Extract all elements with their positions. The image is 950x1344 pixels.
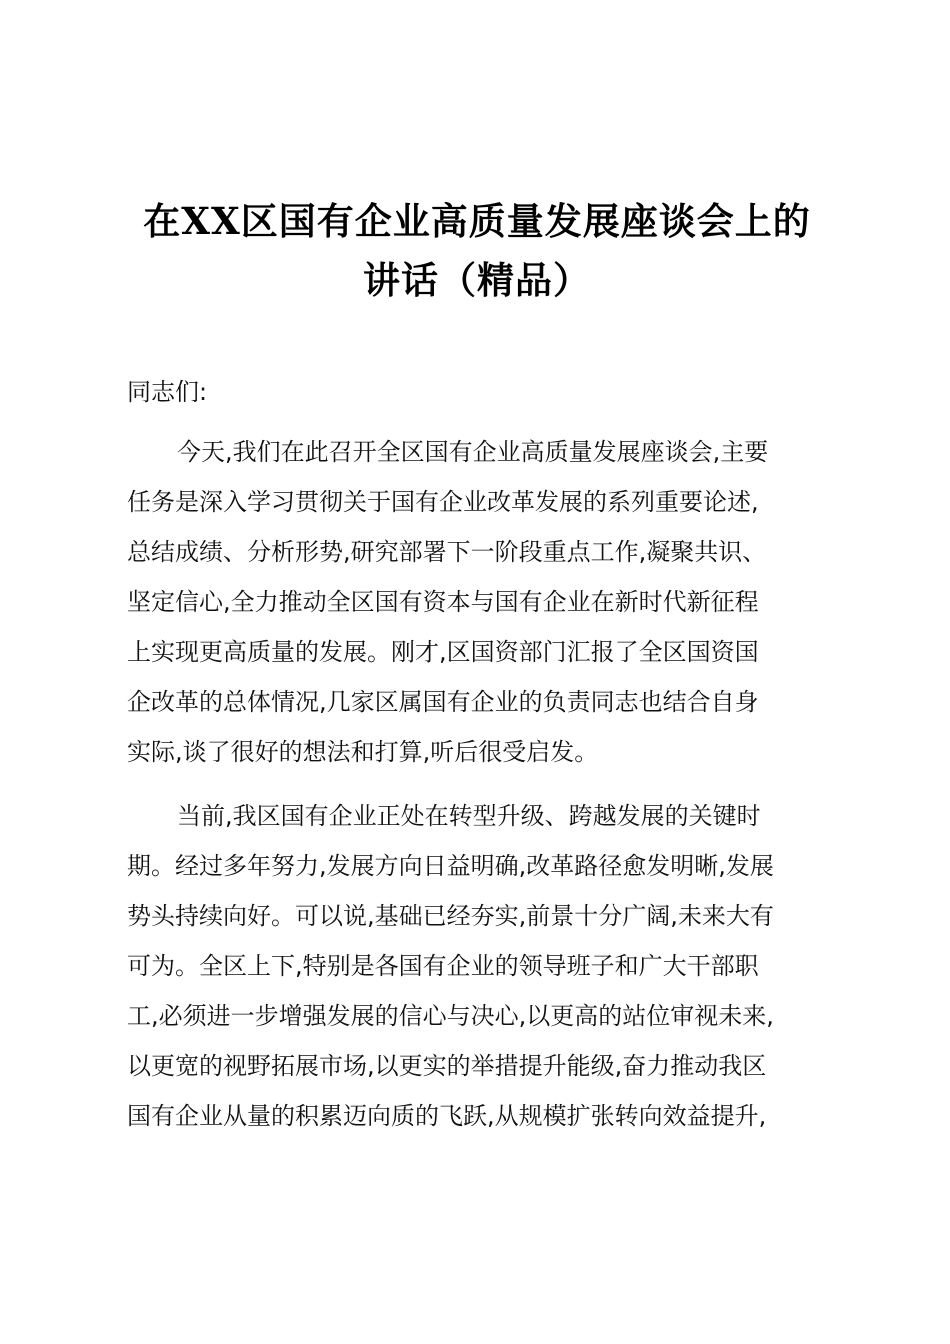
paragraph-line: 今天,我们在此召开全区国有企业高质量发展座谈会,主要 xyxy=(177,438,769,466)
paragraph-line: 可为。全区上下,特别是各国有企业的领导班子和广大干部职 xyxy=(127,952,759,980)
paragraph-line: 势头持续向好。可以说,基础已经夯实,前景十分广阔,未来大有 xyxy=(127,902,774,930)
paragraph-line: 企改革的总体情况,几家区属国有企业的负责同志也结合自身 xyxy=(127,688,759,716)
paragraph-1 xyxy=(127,427,827,777)
document-body xyxy=(127,367,827,1155)
document-title xyxy=(127,192,827,310)
title-line: 在XX区国有企业高质量发展座谈会上的 xyxy=(143,199,811,243)
paragraph-line: 当前,我区国有企业正处在转型升级、跨越发展的关键时 xyxy=(177,802,761,830)
paragraph-line: 以更宽的视野拓展市场,以更实的举措提升能级,奋力推动我区 xyxy=(127,1052,767,1080)
paragraph-line: 总结成绩、分析形势,研究部署下一阶段重点工作,凝聚共识、 xyxy=(127,538,767,566)
paragraph-line: 坚定信心,全力推动全区国有资本与国有企业在新时代新征程 xyxy=(127,588,759,616)
paragraph-line: 上实现更高质量的发展。刚才,区国资部门汇报了全区国资国 xyxy=(127,638,759,666)
paragraph-2 xyxy=(127,791,827,1141)
paragraph-line: 任务是深入学习贯彻关于国有企业改革发展的系列重要论述, xyxy=(127,488,759,516)
salutation: 同志们: xyxy=(127,378,208,406)
paragraph-line: 期。经过多年努力,发展方向日益明确,改革路径愈发明晰,发展 xyxy=(127,852,774,880)
paragraph-line: 工,必须进一步增强发展的信心与决心,以更高的站位审视未来, xyxy=(127,1002,774,1030)
paragraph-line: 国有企业从量的积累迈向质的飞跃,从规模扩张转向效益提升, xyxy=(127,1102,767,1130)
title-line: 讲话（精品） xyxy=(363,258,591,302)
paragraph-line: 实际,谈了很好的想法和打算,听后很受启发。 xyxy=(127,738,599,766)
